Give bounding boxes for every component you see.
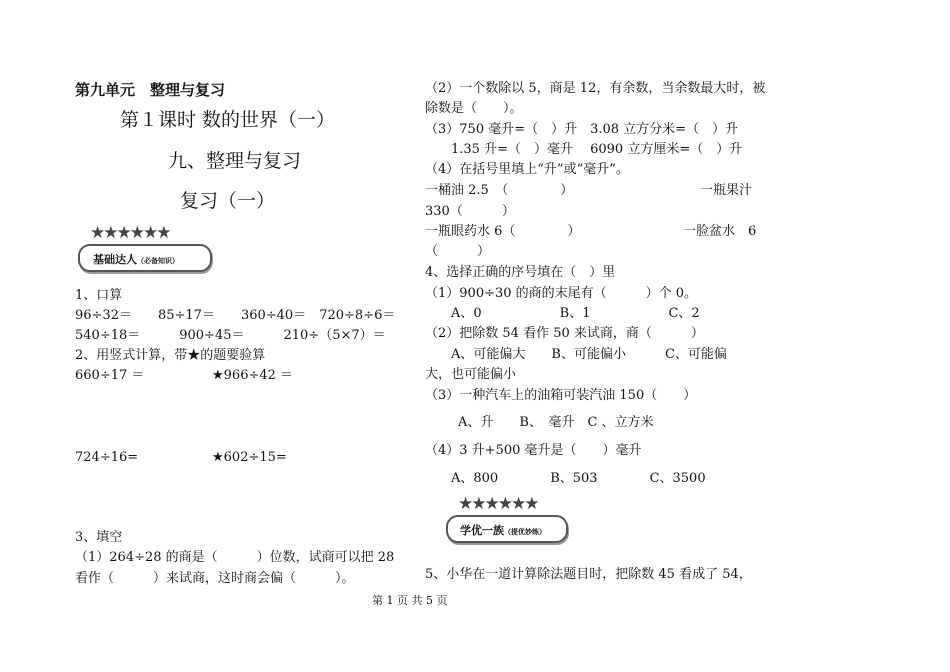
q4-4-options: A、800 B、503 C、3500 — [425, 471, 706, 486]
q4-2-options: A、可能偏大 B、可能偏小 C、可能偏 — [425, 347, 727, 362]
r-line5: （4）在括号里填上“升”或“毫升”。 — [425, 162, 629, 177]
review-title: 复习（一） — [180, 190, 276, 212]
q4-1-options: A、0 B、1 C、2 — [425, 306, 700, 321]
r-line1: （2）一个数除以 5，商是 12，有余数，当余数最大时，被 — [425, 81, 766, 96]
q4-2-cont: 大，也可能偏小 — [425, 367, 517, 382]
r-line7: 330（ ） — [425, 204, 515, 219]
q4-3-options: A、升 B、 毫升 C 、立方米 — [432, 415, 654, 430]
r-line9: （ ） — [425, 244, 491, 259]
q3-line2: 看作（ ）来试商，这时商会偏（ ）。 — [75, 571, 355, 586]
q2-title: 2、用竖式计算，带★的题要验算 — [75, 348, 266, 363]
stars-icon: ★★★★★★ — [458, 494, 538, 514]
q4-3: （3）一种汽车上的油箱可装汽油 150（ ） — [425, 388, 697, 403]
q1-title: 1、口算 — [75, 288, 123, 303]
r-line8b: 一脸盆水 6 — [683, 224, 757, 239]
q1-row1: 96÷32＝ 85÷17＝ 360÷40＝ 720÷8÷6＝ — [75, 308, 396, 323]
r-line6a: 一桶油 2.5 （ ） — [425, 183, 574, 198]
badge-advanced-label: 学优一族（提优妙练） — [460, 524, 546, 537]
q2-c: 724÷16= — [75, 450, 139, 465]
page-footer: 第 1 页 共 5 页 — [372, 594, 448, 607]
q3-line1: （1）264÷28 的商是（ ）位数，试商可以把 28 — [75, 550, 395, 565]
r-line4: 1.35 升=（ ）毫升 6090 立方厘米=（ ）升 — [425, 142, 743, 157]
r-line8a: 一瓶眼药水 6（ ） — [425, 224, 581, 239]
q2-a: 660÷17 ＝ — [75, 368, 145, 383]
badge-basic-label: 基础达人（必备知识） — [93, 253, 179, 266]
r-line2: 除数是（ ）。 — [425, 101, 523, 116]
q1-row2: 540÷18＝ 900÷45＝ 210÷（5×7）＝ — [75, 328, 386, 343]
q4-2: （2）把除数 54 看作 50 来试商，商（ ） — [425, 326, 704, 341]
r-line6b: 一瓶果汁 — [700, 183, 753, 198]
q3-title: 3、填空 — [75, 530, 123, 545]
q2-b: ★966÷42 ＝ — [212, 368, 294, 383]
q2-d: ★602÷15= — [212, 450, 287, 465]
stars-icon: ★★★★★★ — [90, 223, 170, 243]
unit-title: 第九单元 整理与复习 — [75, 81, 226, 99]
q4-1: （1）900÷30 的商的末尾有（ ）个 0。 — [425, 286, 698, 301]
q4-title: 4、选择正确的序号填在（ ）里 — [425, 265, 616, 280]
q5: 5、小华在一道计算除法题目时，把除数 45 看成了 54， — [425, 567, 752, 582]
lesson-title: 第１课时 数的世界（一） — [120, 109, 336, 131]
r-line3: （3）750 毫升=（ ）升 3.08 立方分米=（ ）升 — [425, 122, 739, 137]
chapter-title: 九、整理与复习 — [168, 150, 302, 172]
q4-4: （4）3 升+500 毫升是（ ）毫升 — [425, 443, 642, 458]
